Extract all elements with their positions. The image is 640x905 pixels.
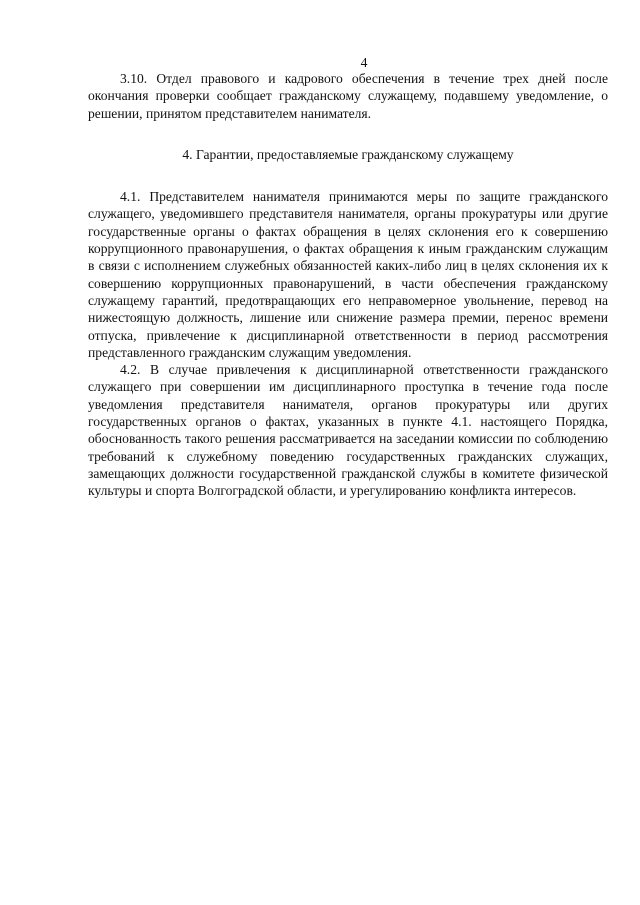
paragraph-3-10: 3.10. Отдел правового и кадрового обеспечения в течение трех дней после окончания проверки сообщает гражданскому служащему, подавшему уведомление, о решении, принятом представителем нанимателя.: [88, 71, 608, 121]
paragraph-4-1: 4.1. Представителем нанимателя принимаются меры по защите гражданского служащего, уведомившего представителя нанимателя, органы прокуратуры или другие государственные органы о фактах обращения в целях склонения его к совершению коррупционного правонарушения, о фактах обращения к иным гражданским служащим в связи с исполнением служебных обязанностей каких-либо лиц в целях склонения их к совершению коррупционных правонарушений, в части обеспечения гражданскому служащему гарантий, предотвращающих его неправомерное увольнение, перевод на нижестоящую должность, лишение или снижение размера премии, перенос времени отпуска, привлечение к дисциплинарной ответственности в период рассмотрения представленного гражданским служащим уведомления.: [88, 189, 608, 360]
section-heading-4: 4. Гарантии, предоставляемые гражданскому служащему: [182, 146, 514, 162]
paragraph-4-2: 4.2. В случае привлечения к дисциплинарной ответственности гражданского служащего при совершении им дисциплинарного проступка в течение года после уведомления представителя нанимателя, органов прокуратуры или других государственных органов о фактах, указанных в пункте 4.1. настоящего Порядка, обоснованность такого решения рассматривается на заседании комиссии по соблюдению требований к служебному поведению государственных гражданских служащих, замещающих должности государственной гражданской службы в комитете физической культуры и спорта Волгоградской области, и урегулированию конфликта интересов.: [88, 362, 608, 499]
page-number: 4: [360, 55, 368, 70]
document-body: [88, 70, 608, 500]
